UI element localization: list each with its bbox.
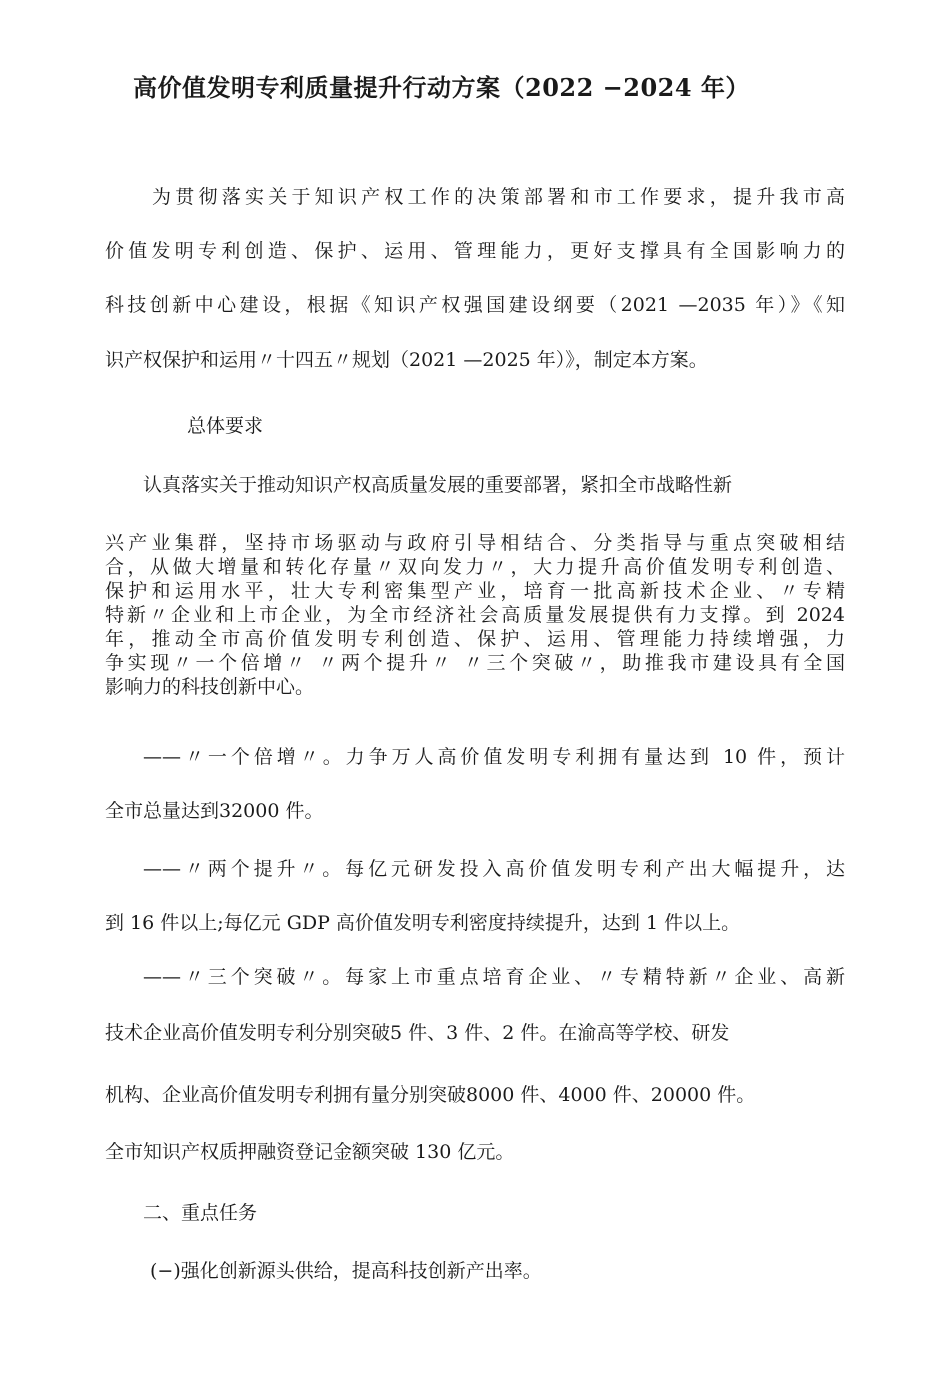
subsection-heading-1: (−)强化创新源头供给，提高科技创新产出率。 — [150, 1260, 542, 1282]
goal-two-line-2: 到 16 件以上;每亿元 GDP 高价值发明专利密度持续提升，达到 1 件以上。 — [105, 912, 741, 934]
intro-line-3: 科技创新中心建设，根据《知识产权强国建设纲要（2021 —2035 年）》《知 — [105, 294, 845, 316]
goal-one-line-2: 全市总量达到32000 件。 — [105, 800, 324, 822]
intro-line-1: 为贯彻落实关于知识产权工作的决策部署和市工作要求，提升我市高 — [152, 186, 845, 208]
goal-three-line-3: 机构、企业高价值发明专利拥有量分别突破8000 件、4000 件、20000 件。 — [105, 1084, 756, 1106]
paragraph-line-1: 认真落实关于推动知识产权高质量发展的重要部署，紧扣全市战略性新 — [143, 474, 733, 496]
goal-one-line-1: ——〃一个倍增〃。力争万人高价值发明专利拥有量达到 10 件，预计 — [143, 746, 845, 768]
goal-three-line-1: ——〃三个突破〃。每家上市重点培育企业、〃专精特新〃企业、高新 — [143, 966, 845, 988]
goal-two-line-1: ——〃两个提升〃。每亿元研发投入高价值发明专利产出大幅提升，达 — [143, 858, 845, 880]
paragraph-line: 合，从做大增量和转化存量〃双向发力〃，大力提升高价值发明专利创造、 — [105, 556, 845, 578]
paragraph-line: 争实现〃一个倍增〃 〃两个提升〃 〃三个突破〃，助推我市建设具有全国 — [105, 652, 845, 674]
section-heading-key-tasks: 二、重点任务 — [143, 1202, 258, 1224]
section-heading-general-requirements: 总体要求 — [187, 415, 264, 437]
paragraph-line: 保护和运用水平，壮大专利密集型产业，培育一批高新技术企业、〃专精 — [105, 580, 845, 602]
intro-line-2: 价值发明专利创造、保护、运用、管理能力，更好支撑具有全国影响力的 — [105, 240, 845, 262]
goal-three-line-4: 全市知识产权质押融资登记金额突破 130 亿元。 — [105, 1141, 515, 1163]
paragraph-line: 年，推动全市高价值发明专利创造、保护、运用、管理能力持续增强，力 — [105, 628, 845, 650]
intro-line-4: 识产权保护和运用〃十四五〃规划（2021 —2025 年）》，制定本方案。 — [105, 349, 708, 371]
document-title: 高价值发明专利质量提升行动方案（2022 −2024 年） — [133, 73, 750, 102]
paragraph-line: 兴产业集群，坚持市场驱动与政府引导相结合、分类指导与重点突破相结 — [105, 532, 845, 554]
paragraph-line: 影响力的科技创新中心。 — [105, 676, 315, 698]
paragraph-line: 特新〃企业和上市企业，为全市经济社会高质量发展提供有力支撑。到 2024 — [105, 604, 845, 626]
goal-three-line-2: 技术企业高价值发明专利分别突破5 件、3 件、2 件。在渝高等学校、研发 — [105, 1022, 730, 1044]
